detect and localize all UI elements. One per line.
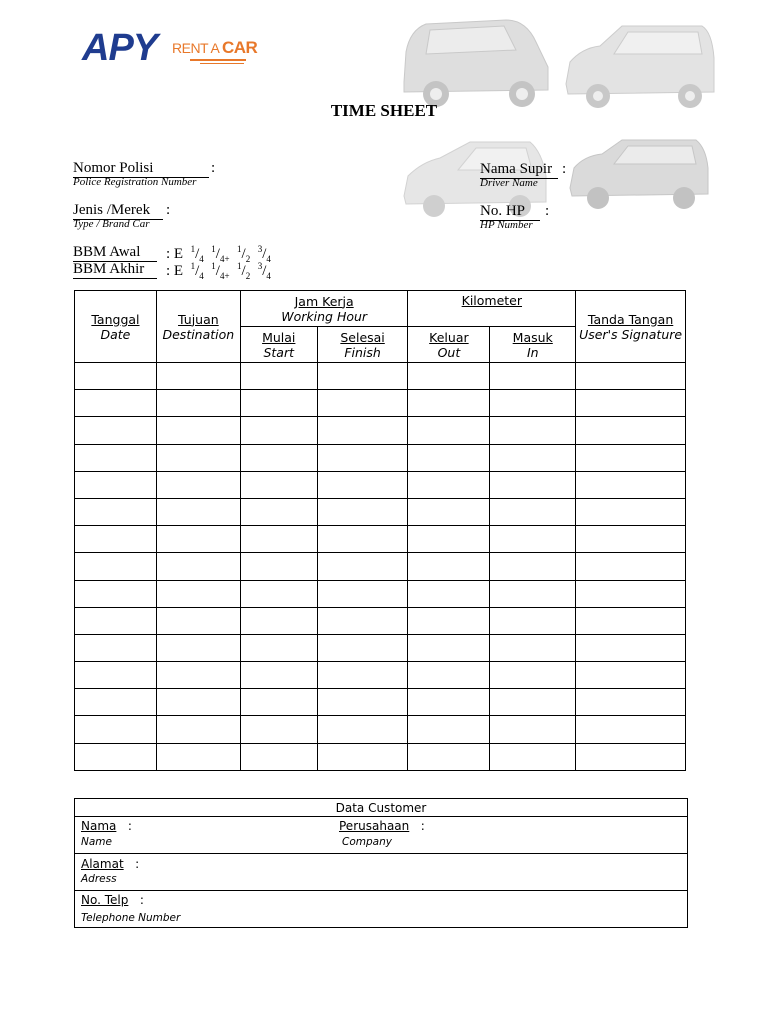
table-cell[interactable] [317, 444, 408, 471]
table-cell[interactable] [408, 444, 490, 471]
header-masuk: Masuk In [490, 327, 576, 363]
table-cell[interactable] [156, 498, 240, 525]
table-row [75, 689, 686, 716]
table-cell[interactable] [576, 390, 686, 417]
table-cell[interactable] [490, 526, 576, 553]
table-cell[interactable] [75, 634, 157, 661]
table-cell[interactable] [317, 580, 408, 607]
perusahaan-sub: Company [342, 836, 392, 848]
table-cell[interactable] [240, 471, 317, 498]
table-cell[interactable] [408, 553, 490, 580]
table-cell[interactable] [156, 607, 240, 634]
table-cell[interactable] [317, 363, 408, 390]
logo-underline [190, 59, 246, 61]
table-cell[interactable] [156, 634, 240, 661]
table-cell[interactable] [317, 716, 408, 743]
table-cell[interactable] [408, 607, 490, 634]
table-cell[interactable] [576, 716, 686, 743]
table-cell[interactable] [490, 363, 576, 390]
table-row [75, 662, 686, 689]
table-cell[interactable] [156, 526, 240, 553]
no-hp-label: No. HP [480, 203, 540, 221]
table-cell[interactable] [408, 580, 490, 607]
jenis-merek-sub: Type / Brand Car [73, 218, 150, 230]
table-cell[interactable] [408, 689, 490, 716]
table-row [75, 471, 686, 498]
page-title: TIME SHEET [330, 101, 438, 120]
logo-rent-text: RENT A CAR [172, 38, 258, 57]
table-cell[interactable] [240, 553, 317, 580]
table-cell[interactable] [490, 390, 576, 417]
bbm-awal-gauge: : E $^1/_4$ $^1/_{4+}$ $^1/_2$ $^3/_4$ [166, 244, 271, 264]
table-cell[interactable] [490, 634, 576, 661]
table-cell[interactable] [576, 498, 686, 525]
table-cell[interactable] [576, 743, 686, 770]
table-cell[interactable] [156, 417, 240, 444]
jenis-merek-colon: : [166, 202, 171, 218]
table-cell[interactable] [576, 553, 686, 580]
header-mulai: Mulai Start [240, 327, 317, 363]
alamat-sub: Adress [81, 873, 117, 885]
table-header-row [75, 291, 686, 327]
table-row [75, 716, 686, 743]
table-cell[interactable] [240, 607, 317, 634]
table-cell[interactable] [576, 662, 686, 689]
table-cell[interactable] [156, 553, 240, 580]
nama-supir-colon: : [562, 161, 567, 177]
header-tanggal: Tanggal Date [75, 291, 157, 363]
table-cell[interactable] [576, 417, 686, 444]
customer-table [74, 798, 688, 928]
header-jam-kerja: Jam Kerja Working Hour [240, 291, 408, 327]
table-cell[interactable] [156, 743, 240, 770]
table-cell[interactable] [75, 444, 157, 471]
table-row [75, 553, 686, 580]
table-cell[interactable] [240, 390, 317, 417]
table-cell[interactable] [576, 444, 686, 471]
table-cell[interactable] [156, 662, 240, 689]
table-row [75, 743, 686, 770]
table-cell[interactable] [240, 634, 317, 661]
car-image-suv-gray [566, 136, 712, 212]
telp-label: No. Telp : [81, 893, 144, 907]
table-cell[interactable] [75, 662, 157, 689]
customer-row-name [75, 817, 688, 854]
table-cell[interactable] [156, 471, 240, 498]
table-cell[interactable] [75, 607, 157, 634]
table-cell[interactable] [408, 716, 490, 743]
table-cell[interactable] [490, 743, 576, 770]
table-cell[interactable] [576, 471, 686, 498]
table-cell[interactable] [490, 553, 576, 580]
table-cell[interactable] [408, 417, 490, 444]
nama-sub: Name [81, 836, 112, 848]
table-cell[interactable] [75, 526, 157, 553]
table-cell[interactable] [317, 526, 408, 553]
nomor-polisi-label: Nomor Polisi [73, 160, 209, 178]
table-cell[interactable] [408, 471, 490, 498]
table-cell[interactable] [408, 498, 490, 525]
perusahaan-label: Perusahaan : [339, 819, 425, 833]
table-cell[interactable] [317, 634, 408, 661]
table-row [75, 498, 686, 525]
table-row [75, 444, 686, 471]
table-cell[interactable] [490, 498, 576, 525]
nama-label: Nama : [81, 819, 132, 833]
customer-heading: Data Customer [75, 799, 688, 817]
table-cell[interactable] [156, 444, 240, 471]
table-cell[interactable] [75, 471, 157, 498]
table-cell[interactable] [240, 662, 317, 689]
table-cell[interactable] [240, 444, 317, 471]
table-cell[interactable] [490, 716, 576, 743]
logo-brand: APY [82, 27, 158, 69]
table-cell[interactable] [240, 716, 317, 743]
table-cell[interactable] [317, 498, 408, 525]
bbm-akhir-gauge: : E $^1/_4$ $^1/_{4+}$ $^1/_2$ $^3/_4$ [166, 261, 271, 281]
table-cell[interactable] [408, 634, 490, 661]
table-cell[interactable] [240, 417, 317, 444]
bbm-akhir-label: BBM Akhir [73, 261, 157, 279]
table-row [75, 580, 686, 607]
table-cell[interactable] [156, 689, 240, 716]
table-cell[interactable] [75, 716, 157, 743]
no-hp-colon: : [545, 203, 550, 219]
nama-supir-label: Nama Supir [480, 161, 558, 179]
table-cell[interactable] [490, 444, 576, 471]
table-row [75, 634, 686, 661]
table-row [75, 390, 686, 417]
table-cell[interactable] [156, 390, 240, 417]
table-cell[interactable] [490, 471, 576, 498]
table-cell[interactable] [576, 526, 686, 553]
table-cell[interactable] [490, 689, 576, 716]
table-cell[interactable] [240, 498, 317, 525]
table-cell[interactable] [408, 390, 490, 417]
table-cell[interactable] [156, 580, 240, 607]
table-cell[interactable] [75, 553, 157, 580]
telp-sub: Telephone Number [81, 912, 181, 924]
table-cell[interactable] [156, 363, 240, 390]
header-tanda-tangan: Tanda Tangan User's Signature [576, 291, 686, 363]
table-row [75, 363, 686, 390]
table-cell[interactable] [75, 743, 157, 770]
table-cell[interactable] [317, 390, 408, 417]
table-row [75, 526, 686, 553]
table-cell[interactable] [317, 417, 408, 444]
table-cell[interactable] [408, 662, 490, 689]
table-cell[interactable] [75, 498, 157, 525]
bbm-awal-label: BBM Awal [73, 244, 157, 262]
table-cell[interactable] [240, 363, 317, 390]
table-cell[interactable] [576, 363, 686, 390]
header-tujuan: Tujuan Destination [156, 291, 240, 363]
table-cell[interactable] [576, 607, 686, 634]
table-cell[interactable] [408, 526, 490, 553]
table-cell[interactable] [576, 634, 686, 661]
table-cell[interactable] [408, 743, 490, 770]
table-cell[interactable] [576, 580, 686, 607]
nomor-polisi-colon: : [211, 160, 216, 176]
car-image-mpv [396, 12, 552, 112]
header-keluar: Keluar Out [408, 327, 490, 363]
table-cell[interactable] [317, 553, 408, 580]
table-cell[interactable] [75, 363, 157, 390]
car-image-suv-white [562, 18, 718, 112]
header-kilometer: Kilometer [408, 291, 576, 327]
table-cell[interactable] [317, 471, 408, 498]
table-cell[interactable] [317, 743, 408, 770]
nomor-polisi-sub: Police Registration Number [73, 176, 197, 188]
logo-underline-2 [200, 63, 244, 64]
table-cell[interactable] [156, 716, 240, 743]
table-row [75, 417, 686, 444]
table-cell[interactable] [75, 689, 157, 716]
table-row [75, 607, 686, 634]
table-cell[interactable] [240, 689, 317, 716]
header-selesai: Selesai Finish [317, 327, 408, 363]
table-cell[interactable] [576, 689, 686, 716]
table-cell[interactable] [317, 607, 408, 634]
table-cell[interactable] [490, 417, 576, 444]
jenis-merek-label: Jenis /Merek [73, 202, 163, 220]
table-cell[interactable] [240, 743, 317, 770]
alamat-label: Alamat : [81, 857, 140, 871]
table-cell[interactable] [75, 417, 157, 444]
table-cell[interactable] [240, 580, 317, 607]
table-cell[interactable] [240, 526, 317, 553]
table-body [75, 363, 686, 771]
table-cell[interactable] [75, 580, 157, 607]
table-cell[interactable] [75, 390, 157, 417]
table-cell[interactable] [317, 689, 408, 716]
nama-supir-sub: Driver Name [480, 177, 538, 189]
customer-row-address [75, 854, 688, 891]
table-cell[interactable] [490, 580, 576, 607]
table-cell[interactable] [317, 662, 408, 689]
no-hp-sub: HP Number [480, 219, 533, 231]
customer-row-phone [75, 891, 688, 928]
table-cell[interactable] [408, 363, 490, 390]
table-cell[interactable] [490, 607, 576, 634]
timesheet-table [74, 290, 686, 771]
table-cell[interactable] [490, 662, 576, 689]
